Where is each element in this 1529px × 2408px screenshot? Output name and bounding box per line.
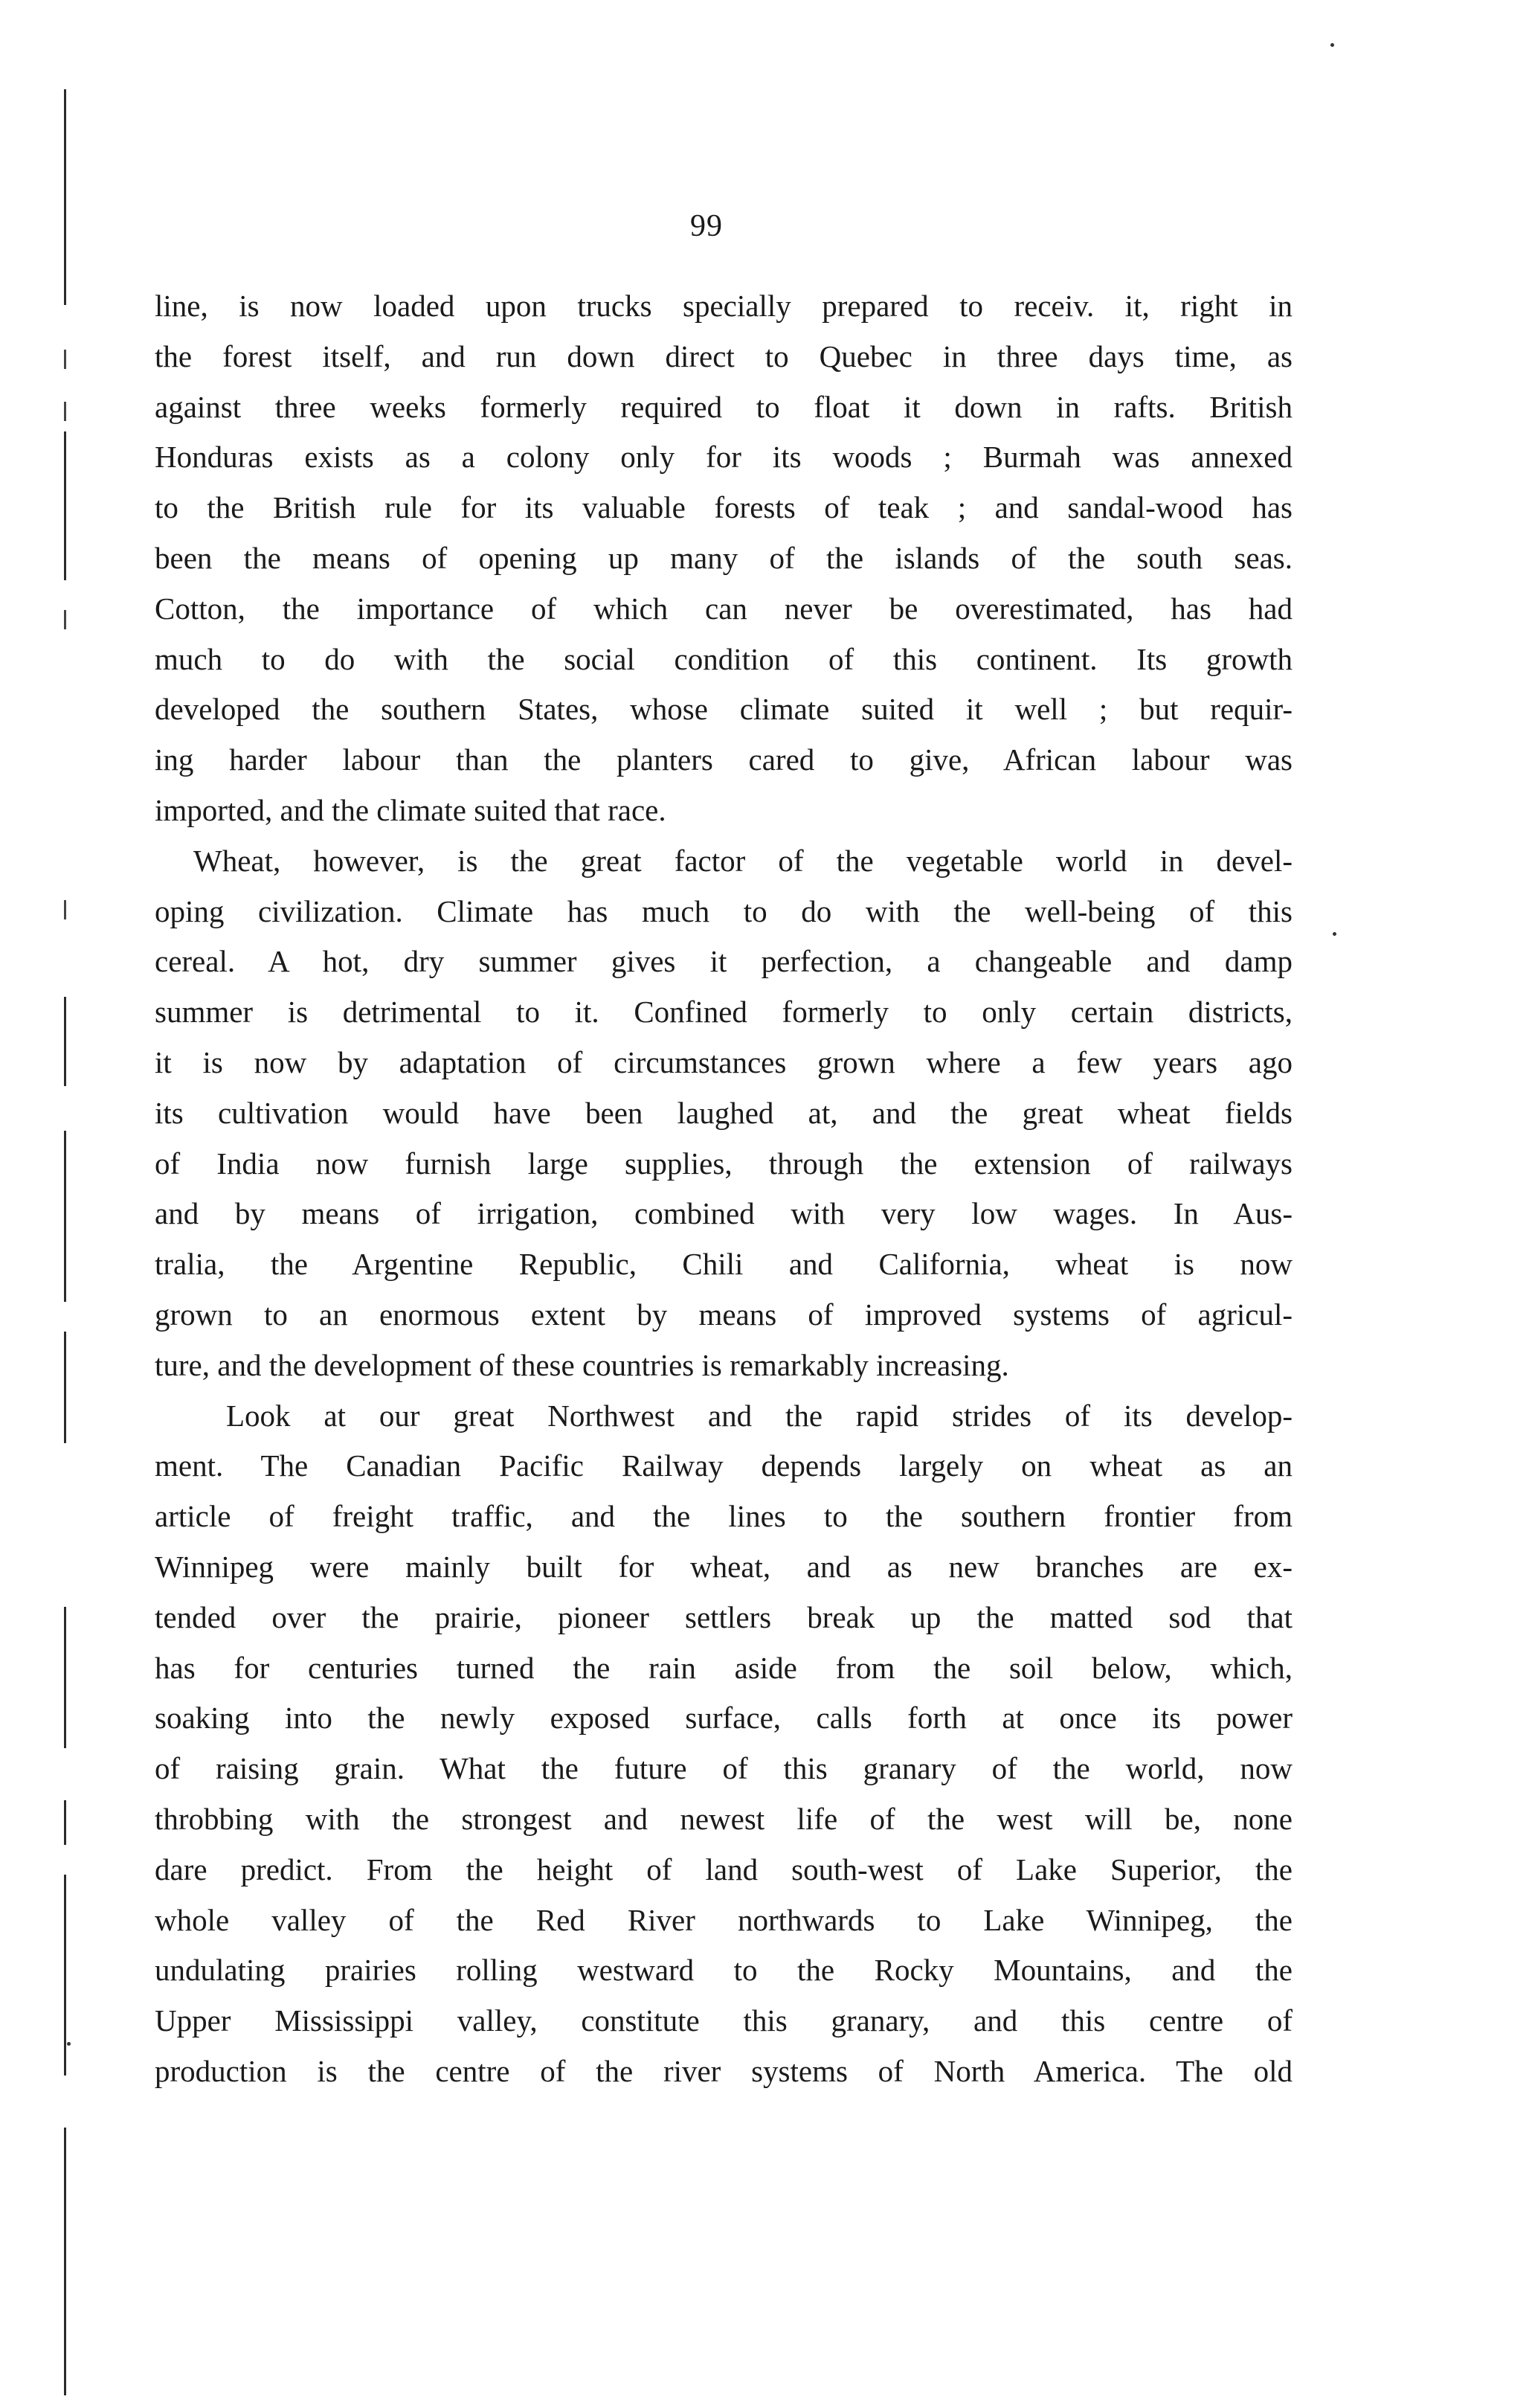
scan-margin-line bbox=[64, 1131, 66, 1302]
text-line: Wheat, however, is the great factor of the vegetable world in devel- bbox=[193, 843, 1293, 878]
text-line: throbbing with the strongest and newest life of the west will be, none bbox=[155, 1801, 1293, 1836]
scan-speck bbox=[64, 350, 66, 369]
body-text bbox=[155, 281, 1293, 2097]
paragraph bbox=[155, 836, 1293, 1391]
text-line: much to do with the social condition of this continent. Its growth bbox=[155, 641, 1293, 676]
text-line: summer is detrimental to it. Confined formerly to only certain districts, bbox=[155, 995, 1293, 1030]
text-line: soaking into the newly exposed surface, calls forth at once its power bbox=[155, 1701, 1293, 1736]
text-line: developed the southern States, whose climate suited it well ; but requir- bbox=[155, 692, 1293, 727]
text-line: undulating prairies rolling westward to the Rocky Mountains, and the bbox=[155, 1953, 1293, 1988]
paragraph bbox=[155, 281, 1293, 836]
text-line: ment. The Canadian Pacific Railway depends largely on wheat as an bbox=[155, 1448, 1293, 1483]
text-line: tended over the prairie, pioneer settlers break up the matted sod that bbox=[155, 1599, 1293, 1634]
text-line: Honduras exists as a colony only for its woods ; Burmah was annexed bbox=[155, 440, 1293, 475]
scan-speck bbox=[67, 2042, 71, 2046]
text-line: oping civilization. Climate has much to do with the well-being of this bbox=[155, 893, 1293, 928]
scan-margin-line bbox=[64, 89, 66, 305]
text-line: of India now furnish large supplies, through the extension of railways bbox=[155, 1146, 1293, 1181]
text-line: been the means of opening up many of the islands of the south seas. bbox=[155, 540, 1293, 575]
scan-speck bbox=[1333, 932, 1336, 936]
scan-speck bbox=[64, 610, 66, 629]
text-line: Upper Mississippi valley, constitute this granary, and this centre of bbox=[155, 2003, 1293, 2038]
text-line: ing harder labour than the planters cared to give, African labour was bbox=[155, 742, 1293, 777]
scan-margin-line bbox=[64, 1607, 66, 1748]
text-line: grown to an enormous extent by means of improved systems of agricul- bbox=[155, 1297, 1293, 1332]
text-line: ture, and the development of these countries is remarkably increasing. bbox=[155, 1347, 1009, 1382]
text-line: Winnipeg were mainly built for wheat, and as new branches are ex- bbox=[155, 1549, 1293, 1584]
text-line: whole valley of the Red River northwards to Lake Winnipeg, the bbox=[155, 1902, 1293, 1937]
scan-speck bbox=[64, 900, 66, 919]
text-line: and by means of irrigation, combined with very low wages. In Aus- bbox=[155, 1196, 1293, 1231]
text-line: of raising grain. What the future of this granary of the world, now bbox=[155, 1751, 1293, 1786]
scan-margin-line bbox=[64, 1875, 66, 2075]
text-line: article of freight traffic, and the lines to the southern frontier from bbox=[155, 1499, 1293, 1534]
text-line: has for centuries turned the rain aside from the soil below, which, bbox=[155, 1650, 1293, 1685]
text-line: cereal. A hot, dry summer gives it perfection, a changeable and damp bbox=[155, 944, 1293, 979]
text-line: to the British rule for its valuable forests of teak ; and sandal-wood has bbox=[155, 490, 1293, 525]
text-line: against three weeks formerly required to float it down in rafts. British bbox=[155, 389, 1293, 424]
scan-speck bbox=[64, 402, 66, 421]
scan-margin-line bbox=[64, 1800, 66, 1845]
text-line: imported, and the climate suited that race. bbox=[155, 792, 666, 827]
page-number: 99 bbox=[690, 209, 723, 243]
text-line: the forest itself, and run down direct to Quebec in three days time, as bbox=[155, 338, 1293, 373]
text-line: line, is now loaded upon trucks specially prepared to receiv. it, right in bbox=[155, 289, 1293, 323]
text-line: production is the centre of the river systems of North America. The old bbox=[155, 2053, 1293, 2088]
text-line: Look at our great Northwest and the rapid strides of its develop- bbox=[226, 1398, 1293, 1433]
scan-margin-line bbox=[64, 1332, 66, 1443]
scan-margin-line bbox=[64, 431, 66, 580]
scan-margin-line bbox=[64, 997, 66, 1086]
paragraph bbox=[155, 1391, 1293, 2097]
scan-margin-line bbox=[64, 2128, 66, 2395]
text-line: dare predict. From the height of land south-west of Lake Superior, the bbox=[155, 1852, 1293, 1887]
text-line: Cotton, the importance of which can never be overestimated, has had bbox=[155, 591, 1293, 626]
scan-speck bbox=[1330, 43, 1334, 47]
text-line: it is now by adaptation of circumstances grown where a few years ago bbox=[155, 1044, 1293, 1079]
text-line: its cultivation would have been laughed at, and the great wheat fields bbox=[155, 1095, 1293, 1130]
text-line: tralia, the Argentine Republic, Chili and California, wheat is now bbox=[155, 1247, 1293, 1282]
